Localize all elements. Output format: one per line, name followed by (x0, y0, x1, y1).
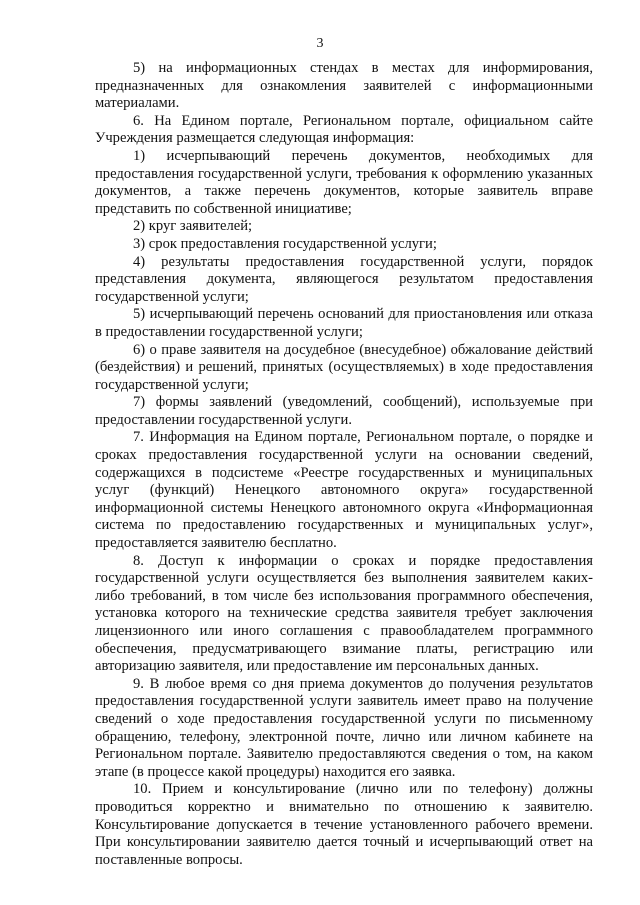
paragraph-info-stands: 5) на информационных стендах в местах для информирования, предназначенных для ознакомления заявителей с информационными материалами. (95, 60, 593, 112)
paragraph-10: 10. Прием и консультирование (лично или по телефону) должны проводиться корректно и внимательно по отношению к заявителю. Консультирование допускается в течение установленного рабочего времени. При консультировании заявителю дается точный и исчерпывающий ответ на поставленные вопросы. (95, 781, 593, 868)
list-item-results: 4) результаты предоставления государственной услуги, порядок представления документа, являющегося результатом предоставления государственной услуги; (95, 253, 593, 305)
paragraph-7: 7. Информация на Едином портале, Региональном портале, о порядке и сроках предоставления государственной услуги на основании сведений, содержащихся в подсистеме «Реестре государственных и муниципальных услуг (функций) Ненецкого автономного округа» государственной информационной системы Ненецкого автономного округа «Информационная система по предоставлению государственных и муниципальных услуг», предоставляется заявителю бесплатно. (95, 429, 593, 552)
list-item-applicants: 2) круг заявителей; (133, 218, 253, 235)
list-item-appeal: 6) о праве заявителя на досудебное (внесудебное) обжалование действий (бездействия) и решений, принятых (осуществляемых) в ходе предоставления государственной услуги; (95, 341, 593, 393)
document-body (95, 60, 593, 869)
paragraph-6-intro: 6. На Едином портале, Региональном портале, официальном сайте Учреждения размещается следующая информация: (95, 112, 593, 147)
list-item-documents: 1) исчерпывающий перечень документов, необходимых для предоставления государственной услуги, требования к оформлению указанных документов, а также перечень документов, которые заявитель вправе представить по собственной инициативе; (95, 147, 593, 217)
page-number: 3 (316, 36, 324, 51)
paragraph-8: 8. Доступ к информации о сроках и порядке предоставления государственной услуги осуществляется без выполнения заявителем каких-либо требований, в том числе без использования программного обеспечения, установка которого на технические средства заявителя требует заключения лицензионного или иного соглашения с правообладателем программного обеспечения, предусматривающего взимание платы, регистрацию или авторизацию заявителя, или предоставление им персональных данных. (95, 552, 593, 675)
list-item-term: 3) срок предоставления государственной услуги; (133, 235, 437, 252)
list-item-forms: 7) формы заявлений (уведомлений, сообщений), используемые при предоставлении государственной услуги. (95, 394, 593, 428)
paragraph-9: 9. В любое время со дня приема документов до получения результатов предоставления государственной услуги заявитель имеет право на получение сведений о ходе предоставления государственной услуги по письменному обращению, телефону, электронной почте, лично или личном кабинете на Региональном портале. Заявителю предоставляются сведения о том, на каком этапе (в процессе какой процедуры) находится его заявка. (95, 675, 593, 780)
list-item-grounds: 5) исчерпывающий перечень оснований для приостановления или отказа в предоставлении государственной услуги; (95, 306, 593, 340)
